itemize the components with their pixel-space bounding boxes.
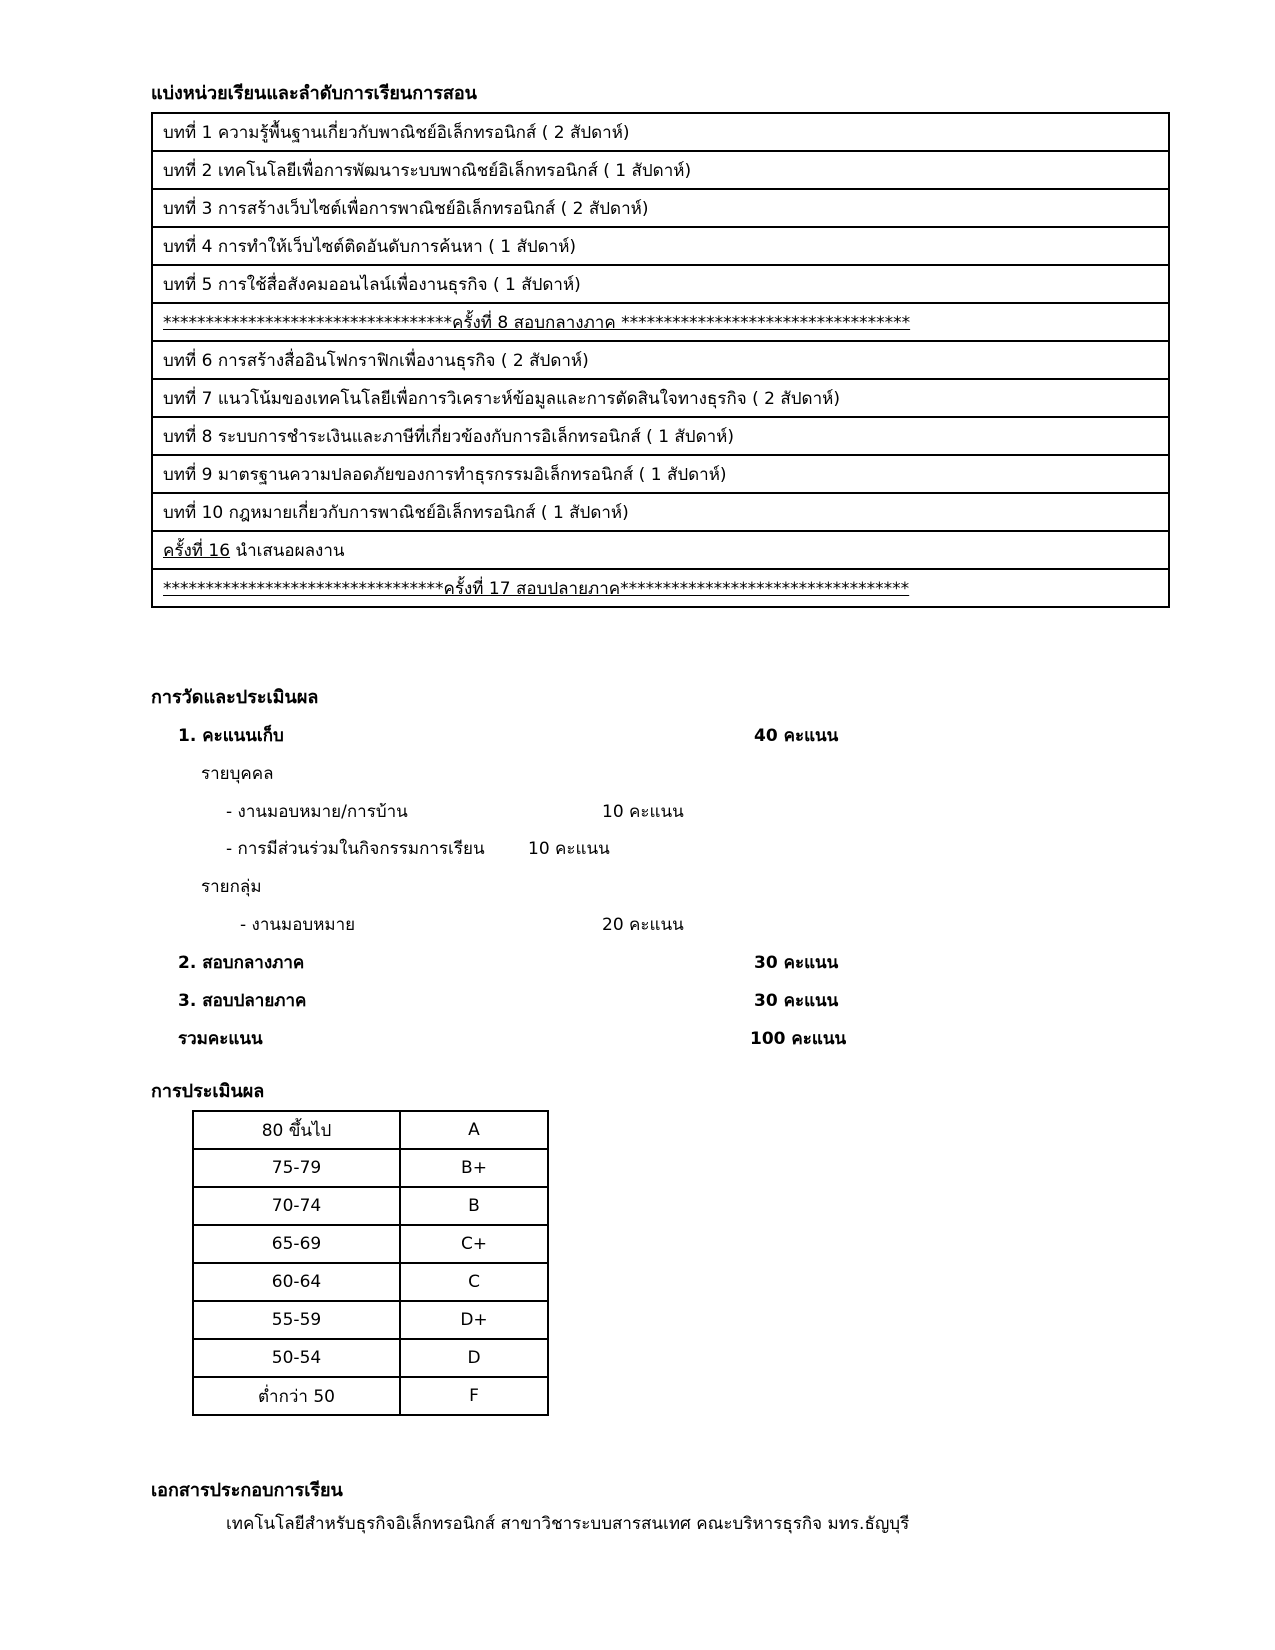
table-row (152, 265, 1169, 303)
table-row (152, 531, 1169, 569)
participation-label: - การมีส่วนร่วมในกิจกรรมการเรียน (226, 839, 485, 859)
unit-row-10: บทที่ 10 กฎหมายเกี่ยวกับการพาณิชย์อิเล็กทรอนิกส์ ( 1 สัปดาห์) (152, 493, 1169, 531)
table-row (193, 1263, 548, 1301)
grade-letter: F (400, 1377, 548, 1415)
table-row (152, 113, 1169, 151)
unit-row-4: บทที่ 4 การทำให้เว็บไซต์ติดอันดับการค้นหา ( 1 สัปดาห์) (152, 227, 1169, 265)
table-row (152, 569, 1169, 607)
midterm-score: 30 คะแนน (754, 953, 839, 973)
table-row (193, 1225, 548, 1263)
grade-letter: D (400, 1339, 548, 1377)
unit-row-6: บทที่ 6 การสร้างสื่ออินโฟกราฟิกเพื่องานธุรกิจ ( 2 สัปดาห์) (152, 341, 1169, 379)
unit-row-7: บทที่ 7 แนวโน้มของเทคโนโลยีเพื่อการวิเคราะห์ข้อมูลและการตัดสินใจทางธุรกิจ ( 2 สัปดาห์) (152, 379, 1169, 417)
grade-letter: B+ (400, 1149, 548, 1187)
table-row (152, 455, 1169, 493)
final-exam-row: *********************************ครั้งที่ 17 สอบปลายภาค********************************** (163, 578, 910, 599)
documents-section-title: เอกสารประกอบการเรียน (151, 1480, 343, 1501)
midterm-label: 2. สอบกลางภาค (178, 953, 305, 973)
unit-row-3: บทที่ 3 การสร้างเว็บไซต์เพื่อการพาณิชย์อิเล็กทรอนิกส์ ( 2 สัปดาห์) (152, 189, 1169, 227)
homework-score: 10 คะแนน (602, 802, 684, 822)
table-row (152, 151, 1169, 189)
grade-letter: D+ (400, 1301, 548, 1339)
units-table (151, 112, 1170, 608)
table-row (152, 227, 1169, 265)
measurement-section-title: การวัดและประเมินผล (151, 687, 319, 708)
total-score: 100 คะแนน (750, 1029, 847, 1049)
table-row (193, 1301, 548, 1339)
grading-table (192, 1110, 549, 1416)
grade-range: 50-54 (193, 1339, 400, 1377)
collected-score-label: 1. คะแนนเก็บ (178, 726, 284, 746)
grade-range: 65-69 (193, 1225, 400, 1263)
grading-section-title: การประเมินผล (151, 1081, 265, 1102)
table-row (152, 189, 1169, 227)
unit-row-1: บทที่ 1 ความรู้พื้นฐานเกี่ยวกับพาณิชย์อิเล็กทรอนิกส์ ( 2 สัปดาห์) (152, 113, 1169, 151)
homework-label: - งานมอบหมาย/การบ้าน (226, 802, 408, 822)
grade-range: ต่ำกว่า 50 (193, 1377, 400, 1415)
grade-letter: A (400, 1111, 548, 1149)
table-row (152, 303, 1169, 341)
grade-range: 60-64 (193, 1263, 400, 1301)
individual-label: รายบุคคล (201, 764, 274, 784)
group-assignment-score: 20 คะแนน (602, 915, 684, 935)
grade-letter: C (400, 1263, 548, 1301)
grade-range: 70-74 (193, 1187, 400, 1225)
table-row (152, 417, 1169, 455)
grade-letter: B (400, 1187, 548, 1225)
table-row (193, 1149, 548, 1187)
presentation-session-label: ครั้งที่ 16 (163, 540, 231, 561)
total-label: รวมคะแนน (178, 1029, 263, 1049)
unit-row-5: บทที่ 5 การใช้สื่อสังคมออนไลน์เพื่องานธุรกิจ ( 1 สัปดาห์) (152, 265, 1169, 303)
units-section-title: แบ่งหน่วยเรียนและลำดับการเรียนการสอน (151, 83, 477, 104)
grade-range: 80 ขึ้นไป (193, 1111, 400, 1149)
table-row (193, 1111, 548, 1149)
presentation-text: นำเสนอผลงาน (230, 540, 345, 561)
table-row (152, 341, 1169, 379)
unit-row-2: บทที่ 2 เทคโนโลยีเพื่อการพัฒนาระบบพาณิชย์อิเล็กทรอนิกส์ ( 1 สัปดาห์) (152, 151, 1169, 189)
group-assignment-label: - งานมอบหมาย (240, 915, 356, 935)
final-score: 30 คะแนน (754, 991, 839, 1011)
grade-letter: C+ (400, 1225, 548, 1263)
table-row (152, 493, 1169, 531)
table-row (193, 1339, 548, 1377)
unit-row-9: บทที่ 9 มาตรฐานความปลอดภัยของการทำธุรกรรมอิเล็กทรอนิกส์ ( 1 สัปดาห์) (152, 455, 1169, 493)
collected-score-value: 40 คะแนน (754, 726, 839, 746)
final-label: 3. สอบปลายภาค (178, 991, 307, 1011)
unit-row-8: บทที่ 8 ระบบการชำระเงินและภาษีที่เกี่ยวข้องกับการอิเล็กทรอนิกส์ ( 1 สัปดาห์) (152, 417, 1169, 455)
grade-range: 75-79 (193, 1149, 400, 1187)
documents-text: เทคโนโลยีสำหรับธุรกิจอิเล็กทรอนิกส์ สาขาวิชาระบบสารสนเทศ คณะบริหารธุรกิจ มทร.ธัญบุรี (226, 1514, 910, 1534)
group-label: รายกลุ่ม (201, 877, 262, 897)
participation-score: 10 คะแนน (528, 839, 610, 859)
table-row (193, 1187, 548, 1225)
table-row (152, 379, 1169, 417)
grade-range: 55-59 (193, 1301, 400, 1339)
table-row (193, 1377, 548, 1415)
midterm-row: **********************************ครั้งที่ 8 สอบกลางภาค ********************************** (163, 312, 911, 333)
